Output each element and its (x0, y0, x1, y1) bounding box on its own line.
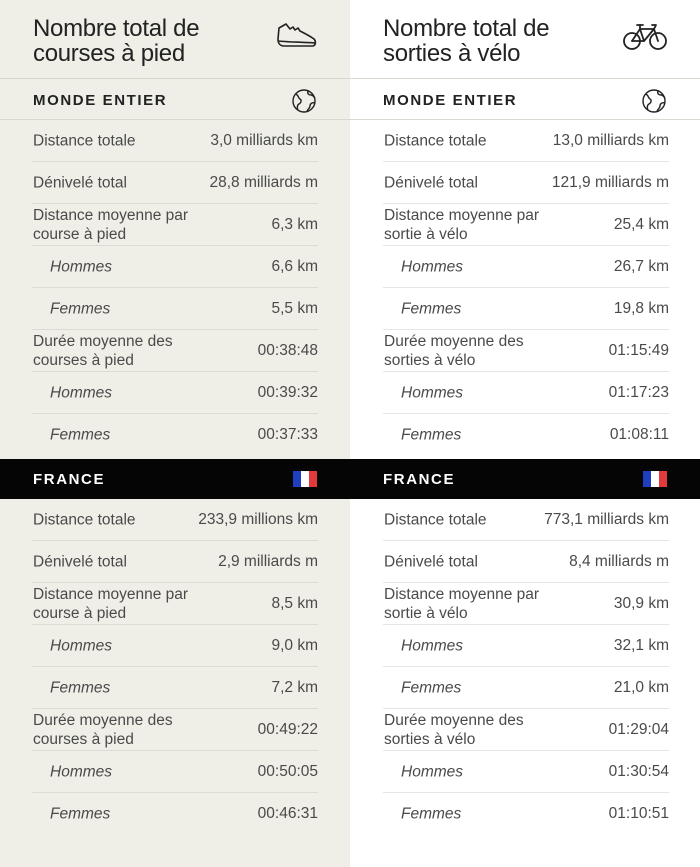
table-row (32, 583, 318, 625)
table-row (32, 709, 318, 751)
row-label: Hommes (401, 637, 464, 654)
bicycle-icon (622, 20, 668, 57)
row-value: 9,0 km (271, 636, 318, 654)
row-label: Hommes (50, 384, 113, 401)
cycling-france-header (350, 459, 700, 499)
row-label: Distance totale (384, 132, 487, 149)
row-value: 00:37:33 (257, 426, 318, 443)
cycling-world-header (350, 80, 700, 120)
row-value: 19,8 km (613, 299, 669, 317)
row-value: 00:46:31 (257, 805, 318, 822)
running-world-label: MONDE ENTIER (33, 92, 168, 109)
table-row (383, 499, 669, 541)
cycling-world-label: MONDE ENTIER (383, 92, 518, 109)
row-value: 2,9 milliards m (218, 552, 318, 570)
globe-icon (291, 88, 317, 119)
table-row (32, 667, 318, 709)
table-row (32, 372, 318, 414)
table-row (383, 541, 669, 583)
row-label: Durée moyenne des courses à pied (33, 332, 173, 369)
row-value: 773,1 milliards km (544, 510, 669, 528)
row-label: Femmes (401, 300, 462, 317)
row-value: 30,9 km (613, 594, 669, 612)
row-value: 7,2 km (271, 678, 318, 696)
row-label: Distance totale (33, 511, 136, 528)
row-label: Femmes (50, 300, 111, 317)
row-label: Distance moyenne par sortie à vélo (384, 585, 540, 622)
table-row (383, 330, 669, 372)
row-label: Femmes (401, 679, 462, 696)
row-value: 26,7 km (613, 257, 669, 275)
france-flag-icon (293, 471, 317, 487)
row-label: Distance totale (384, 511, 487, 528)
row-label: Dénivelé total (384, 174, 478, 191)
row-value: 8,5 km (271, 594, 318, 612)
table-row (32, 162, 318, 204)
table-row (32, 793, 318, 835)
row-value: 28,8 milliards m (209, 173, 318, 191)
cycling-header (350, 0, 700, 79)
running-world-header (0, 80, 350, 120)
cycling-title: Nombre total de sorties à vélo (383, 15, 550, 67)
row-label: Distance moyenne par sortie à vélo (384, 206, 540, 243)
row-label: Femmes (401, 426, 462, 444)
table-row (32, 204, 318, 246)
row-value: 8,4 milliards m (569, 552, 669, 570)
row-label: Femmes (50, 805, 111, 823)
row-label: Hommes (50, 637, 113, 654)
cycling-france-label: FRANCE (383, 471, 456, 488)
row-value: 01:30:54 (608, 762, 669, 780)
row-label: Dénivelé total (384, 553, 478, 570)
table-row (32, 751, 318, 793)
row-value: 5,5 km (271, 299, 318, 317)
row-value: 3,0 milliards km (210, 131, 318, 149)
row-label: Hommes (401, 763, 464, 780)
running-france-header (0, 459, 350, 499)
table-row (32, 120, 318, 162)
row-value: 01:10:51 (608, 805, 669, 822)
row-value: 01:29:04 (608, 720, 669, 738)
running-shoe-icon (276, 20, 318, 57)
table-row (383, 288, 669, 330)
table-row (383, 667, 669, 709)
table-row (383, 372, 669, 414)
row-value: 01:15:49 (608, 341, 669, 359)
row-label: Hommes (401, 384, 464, 401)
row-label: Hommes (401, 258, 464, 275)
row-value: 00:38:48 (257, 341, 318, 359)
table-row (32, 414, 318, 456)
row-label: Femmes (401, 805, 462, 823)
row-value: 6,3 km (271, 215, 318, 233)
table-row (32, 330, 318, 372)
row-label: Femmes (50, 679, 111, 696)
row-value: 01:08:11 (609, 426, 669, 443)
row-value: 00:49:22 (257, 720, 318, 738)
table-row (383, 246, 669, 288)
row-value: 13,0 milliards km (552, 131, 669, 149)
table-row (383, 583, 669, 625)
row-label: Hommes (50, 763, 113, 780)
table-row (32, 541, 318, 583)
row-value: 6,6 km (271, 257, 318, 275)
row-label: Dénivelé total (33, 553, 127, 570)
row-label: Dénivelé total (33, 174, 127, 191)
table-row (383, 709, 669, 751)
table-row (383, 751, 669, 793)
row-label: Distance moyenne par course à pied (33, 585, 189, 622)
row-value: 00:50:05 (257, 762, 318, 780)
row-label: Durée moyenne des sorties à vélo (384, 711, 524, 748)
row-label: Distance totale (33, 132, 136, 149)
france-section-bar (0, 459, 700, 499)
row-label: Durée moyenne des sorties à vélo (384, 332, 524, 369)
table-row (32, 625, 318, 667)
globe-icon (641, 88, 667, 119)
row-value: 21,0 km (613, 678, 669, 696)
row-value: 25,4 km (613, 215, 669, 233)
running-title: Nombre total de courses à pied (33, 15, 200, 67)
table-row (383, 793, 669, 835)
row-value: 00:39:32 (257, 383, 318, 401)
table-row (383, 625, 669, 667)
france-flag-icon (643, 471, 667, 487)
row-value: 233,9 millions km (198, 510, 318, 528)
row-label: Distance moyenne par course à pied (33, 206, 189, 243)
running-header (0, 0, 350, 79)
row-label: Durée moyenne des courses à pied (33, 711, 173, 748)
table-row (32, 499, 318, 541)
cycling-column (350, 0, 700, 867)
row-label: Hommes (50, 258, 113, 275)
row-value: 121,9 milliards m (551, 173, 669, 191)
row-value: 01:17:23 (608, 383, 669, 401)
table-row (383, 414, 669, 456)
table-row (383, 162, 669, 204)
table-row (32, 288, 318, 330)
row-label: Femmes (50, 426, 111, 444)
table-row (383, 204, 669, 246)
table-row (32, 246, 318, 288)
table-row (383, 120, 669, 162)
row-value: 32,1 km (613, 636, 669, 654)
running-france-label: FRANCE (33, 471, 106, 488)
